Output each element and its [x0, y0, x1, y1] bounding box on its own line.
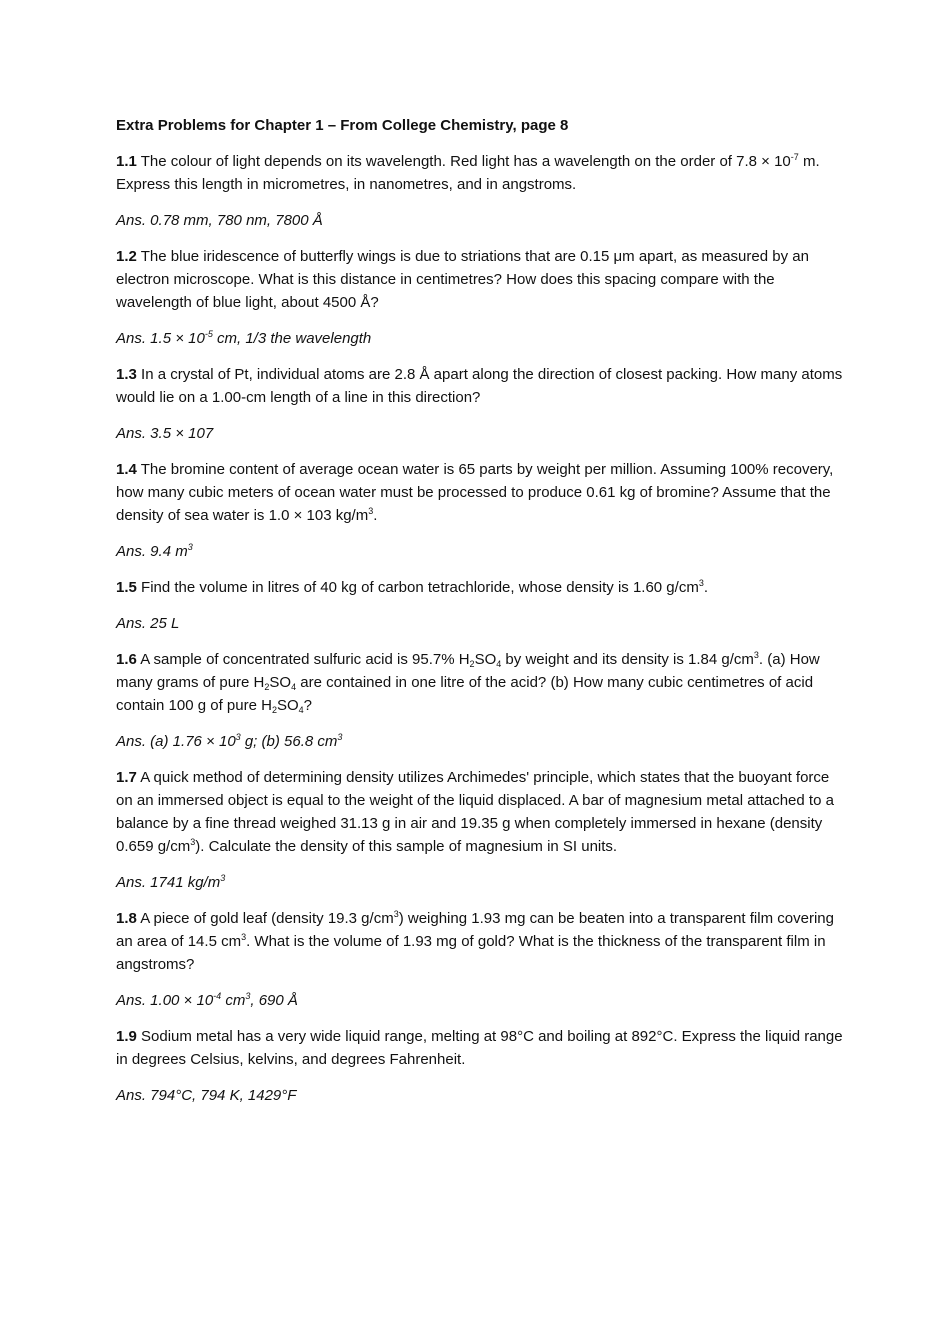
- problem-list: [116, 150, 850, 1107]
- text-run: . (a) How many grams of pure H: [116, 651, 820, 691]
- text-run: The blue iridescence of butterfly wings is due to striations that are 0.15 μm apart, as measured by an electron microscope. What is this distance in centimetres? How does this spacing compare with the wavelength of blue light, about 4500 Å?: [116, 248, 809, 311]
- text-run: The colour of light depends on its wavelength. Red light has a wavelength on the order of 7.8 × 10: [140, 153, 791, 170]
- text-run: In a crystal of Pt, individual atoms are 2.8 Å apart along the direction of closest packing. How many atoms would lie on a 1.00-cm length of a line in this direction?: [116, 366, 843, 406]
- text-run: Ans. 1.00 × 10: [116, 992, 214, 1009]
- subscript: 2: [469, 659, 475, 669]
- text-run: .: [373, 507, 378, 524]
- problem-1-5: [116, 576, 850, 599]
- problem-number: 1.8: [116, 910, 137, 927]
- problem-number: 1.3: [116, 366, 137, 383]
- problem-1-3: [116, 363, 850, 409]
- text-run: .: [703, 579, 709, 596]
- problem-1-8: [116, 907, 850, 976]
- problem-number: 1.2: [116, 248, 137, 265]
- problem-1-1: [116, 150, 850, 196]
- answer-1-6: [116, 730, 850, 753]
- text-run: Ans. 3.5 × 107: [116, 425, 214, 442]
- text-run: SO: [474, 651, 497, 668]
- superscript: 3: [753, 650, 759, 660]
- text-run: Ans. 1.5 × 10: [116, 330, 205, 347]
- answer-1-3: [116, 422, 850, 445]
- superscript: 3: [245, 991, 251, 1001]
- text-run: ) weighing 1.93 mg can be beaten into a transparent film covering an area of 14.5 cm: [116, 910, 834, 950]
- subscript: 4: [496, 659, 502, 669]
- text-run: Ans. (a) 1.76 × 10: [116, 733, 236, 750]
- document-page: [116, 114, 850, 1120]
- text-run: Ans. 1741 kg/m: [116, 874, 221, 891]
- superscript: 3: [393, 909, 399, 919]
- document-title: Extra Problems for Chapter 1 – From College Chemistry, page 8: [116, 117, 569, 134]
- superscript: 3: [220, 873, 226, 883]
- text-run: Sodium metal has a very wide liquid range, melting at 98°C and boiling at 892°C. Express the liquid range in degrees Celsius, kelvins, and degrees Fahrenheit.: [116, 1028, 843, 1068]
- text-run: Find the volume in litres of 40 kg of carbon tetrachloride, whose density is 1.60 g/cm: [141, 579, 699, 596]
- text-run: g; (b) 56.8 cm: [240, 733, 338, 750]
- superscript: -4: [213, 991, 222, 1001]
- problem-number: 1.5: [116, 579, 137, 596]
- text-run: ?: [303, 697, 313, 714]
- answer-1-9: [116, 1084, 850, 1107]
- subscript: 2: [264, 682, 270, 692]
- text-run: Ans. 25 L: [116, 615, 180, 632]
- superscript: -7: [790, 152, 799, 162]
- text-run: A sample of concentrated sulfuric acid is 95.7% H: [140, 651, 470, 668]
- text-run: A piece of gold leaf (density 19.3 g/cm: [140, 910, 394, 927]
- answer-1-2: [116, 327, 850, 350]
- text-run: by weight and its density is 1.84 g/cm: [501, 651, 754, 668]
- problem-1-4: [116, 458, 850, 527]
- answer-1-8: [116, 989, 850, 1012]
- text-run: are contained in one litre of the acid? (b) How many cubic centimetres of acid contain 100 g of pure H: [116, 674, 814, 714]
- superscript: 3: [241, 932, 247, 942]
- text-run: SO: [269, 674, 292, 691]
- superscript: 3: [187, 542, 193, 552]
- problem-1-7: [116, 766, 850, 858]
- superscript: 3: [698, 578, 704, 588]
- answer-1-4: [116, 540, 850, 563]
- text-run: . What is the volume of 1.93 mg of gold? What is the thickness of the transparent film in angstroms?: [116, 933, 826, 973]
- problem-1-6: [116, 648, 850, 717]
- text-run: cm, 1/3 the wavelength: [212, 330, 372, 347]
- problem-number: 1.9: [116, 1028, 137, 1045]
- subscript: 4: [298, 705, 304, 715]
- answer-1-1: [116, 209, 850, 232]
- superscript: 3: [190, 837, 196, 847]
- text-run: Ans. 794°C, 794 K, 1429°F: [116, 1087, 297, 1104]
- text-run: , 690 Å: [250, 992, 298, 1009]
- superscript: 3: [337, 732, 343, 742]
- problem-number: 1.4: [116, 461, 137, 478]
- text-run: Ans. 9.4 m: [116, 543, 188, 560]
- text-run: The bromine content of average ocean water is 65 parts by weight per million. Assuming 100% recovery, how many cubic meters of ocean water must be processed to produce 0.61 kg of bromine? Assume that the density of sea water is 1.0 × 103 kg/m: [116, 461, 834, 524]
- text-run: m. Express this length in micrometres, in nanometres, and in angstroms.: [116, 153, 820, 193]
- answer-1-5: [116, 612, 850, 635]
- subscript: 4: [291, 682, 297, 692]
- problem-1-2: [116, 245, 850, 314]
- superscript: -5: [204, 329, 213, 339]
- text-run: cm: [221, 992, 246, 1009]
- problem-number: 1.7: [116, 769, 137, 786]
- superscript: 3: [368, 506, 374, 516]
- text-run: ). Calculate the density of this sample of magnesium in SI units.: [195, 838, 618, 855]
- problem-number: 1.6: [116, 651, 137, 668]
- subscript: 2: [271, 705, 277, 715]
- superscript: 3: [235, 732, 241, 742]
- problem-1-9: [116, 1025, 850, 1071]
- problem-number: 1.1: [116, 153, 137, 170]
- text-run: Ans. 0.78 mm, 780 nm, 7800 Å: [116, 212, 323, 229]
- text-run: SO: [276, 697, 299, 714]
- answer-1-7: [116, 871, 850, 894]
- text-run: A quick method of determining density utilizes Archimedes' principle, which states that the buoyant force on an immersed object is equal to the weight of the liquid displaced. A bar of magnesium metal attached to a balance by a fine thread weighed 31.13 g in air and 19.35 g when completely immersed in hexane (density 0.659 g/cm: [116, 769, 834, 855]
